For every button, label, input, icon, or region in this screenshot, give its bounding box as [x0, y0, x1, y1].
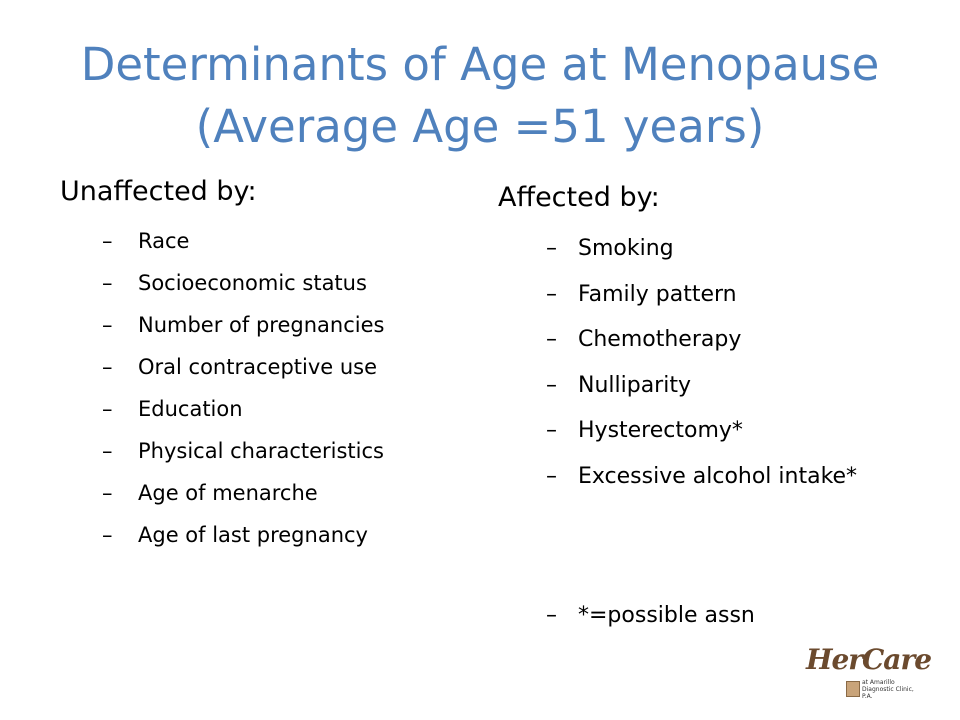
list-item-label: Socioeconomic status [138, 271, 367, 295]
title-line-2: (Average Age =51 years) [195, 100, 765, 153]
list-item [498, 408, 938, 454]
dash-bullet: – [102, 397, 113, 421]
unaffected-column [60, 172, 480, 556]
dash-bullet: – [546, 281, 557, 307]
list-item-label: Number of pregnancies [138, 313, 385, 337]
unaffected-list [60, 220, 480, 556]
dash-bullet: – [546, 418, 557, 443]
list-item-label: Physical characteristics [138, 439, 384, 463]
list-item [498, 317, 938, 363]
dash-bullet: – [102, 439, 113, 463]
list-item-label: Race [138, 229, 190, 253]
dash-bullet: – [546, 463, 557, 489]
slide-title [0, 34, 960, 158]
affected-heading: Affected by: [498, 182, 660, 213]
list-item [60, 346, 480, 388]
list-item-label: Hysterectomy* [578, 418, 743, 443]
list-item-label: Smoking [578, 236, 674, 261]
list-item [60, 304, 480, 346]
list-item [60, 430, 480, 472]
dash-bullet: – [102, 271, 113, 295]
dash-bullet: – [102, 355, 113, 379]
affected-column [498, 178, 938, 639]
dash-bullet: – [546, 327, 557, 352]
dash-bullet: – [546, 603, 557, 628]
list-item-label: Excessive alcohol intake* [578, 463, 858, 489]
logo-wordmark: HerCare [806, 643, 932, 676]
footnote-label: *=possible assn [578, 603, 755, 628]
footnote-item [498, 593, 938, 639]
list-item-label: Age of last pregnancy [138, 523, 368, 547]
affected-list [498, 226, 938, 639]
list-item-label: Oral contraceptive use [138, 355, 378, 379]
list-item [60, 514, 480, 556]
list-item [60, 262, 480, 304]
clinic-building-icon [846, 681, 860, 697]
dash-bullet: – [102, 229, 113, 253]
dash-bullet: – [102, 523, 113, 547]
dash-bullet: – [102, 481, 113, 505]
title-line-1: Determinants of Age at Menopause [80, 38, 880, 91]
list-item-label: Nulliparity [578, 372, 691, 398]
list-item-label: Education [138, 397, 243, 421]
dash-bullet: – [102, 313, 113, 337]
list-item [498, 363, 938, 409]
unaffected-heading: Unaffected by: [60, 176, 257, 207]
list-item [498, 454, 938, 500]
list-item-label: Age of menarche [138, 481, 318, 505]
list-spacer [498, 499, 938, 593]
list-item [60, 220, 480, 262]
list-item [498, 272, 938, 318]
list-item [60, 472, 480, 514]
list-item-label: Chemotherapy [578, 327, 742, 352]
list-item [498, 226, 938, 272]
dash-bullet: – [546, 372, 557, 398]
list-item [60, 388, 480, 430]
list-item-label: Family pattern [578, 281, 737, 307]
dash-bullet: – [546, 236, 557, 261]
hercare-logo [806, 643, 932, 705]
logo-subtext: at Amarillo Diagnostic Clinic, P.A. [862, 679, 914, 700]
